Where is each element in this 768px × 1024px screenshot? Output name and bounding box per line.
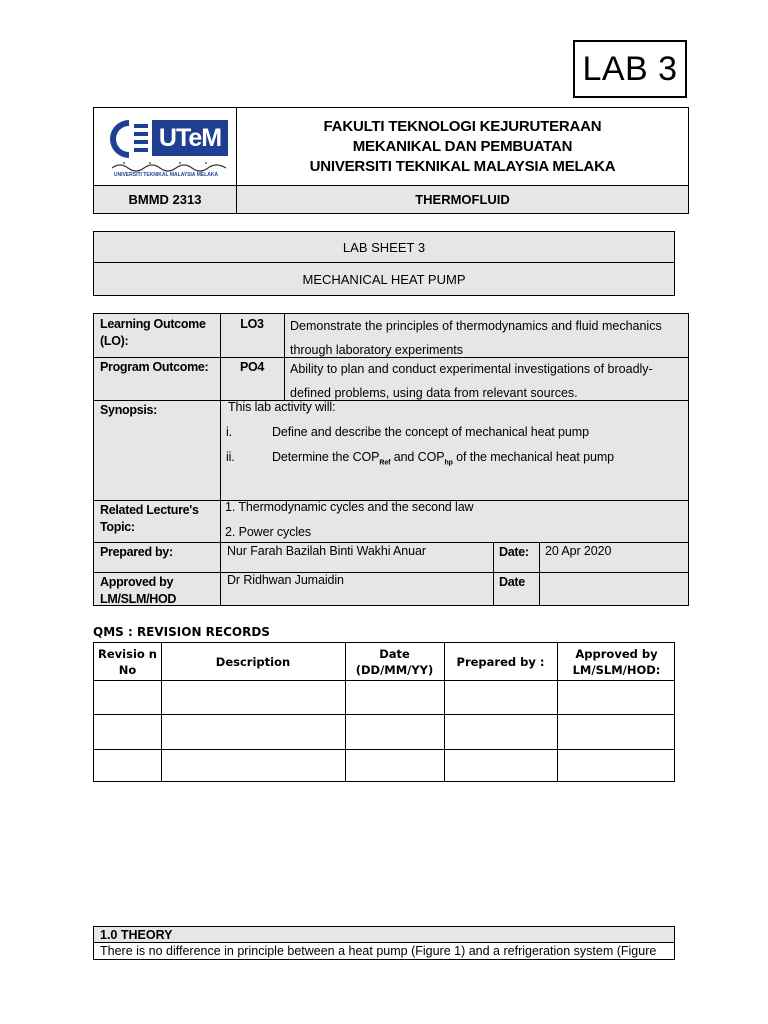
qms-title: QMS : REVISION RECORDS [93, 625, 270, 639]
lab-number-badge: LAB 3 [573, 40, 687, 98]
program-outcome-code: PO4 [239, 360, 265, 374]
logo-subtitle: UNIVERSITI TEKNIKAL MALAYSIA MELAKA [113, 172, 219, 178]
cop-ref-subscript: Ref [379, 459, 391, 467]
related-topic-item: 2. Power cycles [225, 525, 312, 539]
column-header-date: Date (DD/MM/YY) [355, 646, 434, 677]
theory-section [93, 926, 675, 960]
prepared-by-label: Prepared by: [100, 545, 173, 559]
synopsis-label: Synopsis: [100, 403, 158, 417]
cop-text: Determine the COP [272, 450, 380, 464]
approved-by-name: Dr Ridhwan Jumaidin [227, 573, 344, 587]
column-header-revision: Revisio n No [98, 646, 157, 677]
course-code: BMMD 2313 [94, 186, 237, 213]
approved-by-label: Approved by LM/SLM/HOD [100, 575, 177, 606]
cop-hp-subscript: hp [444, 459, 453, 467]
learning-outcome-code: LO3 [240, 317, 264, 331]
learning-outcome-label: Learning Outcome (LO): [100, 317, 206, 348]
faculty-line: MEKANIKAL DAN PEMBUATAN [352, 137, 573, 155]
faculty-line: FAKULTI TEKNOLOGI KEJURUTERAAN [323, 117, 602, 135]
theory-heading: 1.0 THEORY [94, 927, 674, 943]
learning-outcome-text: Demonstrate the principles of thermodynamics and fluid mechanics through laboratory experiments [290, 319, 662, 357]
lab-info-table [93, 313, 689, 606]
column-header-prepared-by: Prepared by : [456, 654, 545, 669]
course-row [94, 185, 688, 213]
synopsis-item-text: Define and describe the concept of mechanical heat pump [272, 425, 589, 439]
prepared-by-name: Nur Farah Bazilah Binti Wakhi Anuar [227, 544, 426, 558]
course-subject: THERMOFLUID [415, 192, 510, 207]
related-topic-item: 1. Thermodynamic cycles and the second law [225, 500, 474, 514]
column-header-approved-by: Approved by LM/SLM/HOD: [572, 646, 661, 677]
program-outcome-text: Ability to plan and conduct experimental investigations of broadly-defined problems, using data from relevant sources. [290, 362, 653, 400]
lab-sheet-name: MECHANICAL HEAT PUMP [302, 271, 466, 287]
prepared-date: 20 Apr 2020 [545, 544, 612, 558]
program-outcome-label: Program Outcome: [100, 360, 209, 374]
utem-wordmark: UTeM [152, 120, 228, 156]
prepared-date-label: Date: [499, 545, 529, 559]
related-topic-label: Related Lecture's Topic: [100, 503, 199, 534]
jawi-script-mark [110, 160, 228, 172]
synopsis-item-text [272, 450, 614, 467]
cop-text: of the mechanical heat pump [452, 450, 615, 464]
cop-text: and COP [390, 450, 445, 464]
synopsis-intro: This lab activity will: [228, 400, 336, 414]
approved-date-label: Date [499, 575, 525, 589]
synopsis-item-number: i. [226, 425, 233, 439]
faculty-line: UNIVERSITI TEKNIKAL MALAYSIA MELAKA [309, 157, 616, 175]
lab-sheet-table [93, 231, 675, 296]
synopsis-item-number: ii. [226, 450, 235, 464]
column-header-description: Description [215, 654, 291, 669]
revision-records-table [93, 642, 675, 782]
document-header-table [93, 107, 689, 214]
utem-emblem-icon [108, 118, 150, 160]
university-logo [94, 108, 237, 185]
lab-sheet-title: LAB SHEET 3 [94, 232, 674, 263]
theory-text: There is no difference in principle between a heat pump (Figure 1) and a refrigeration system (Figure [100, 944, 657, 958]
faculty-name [237, 108, 688, 185]
